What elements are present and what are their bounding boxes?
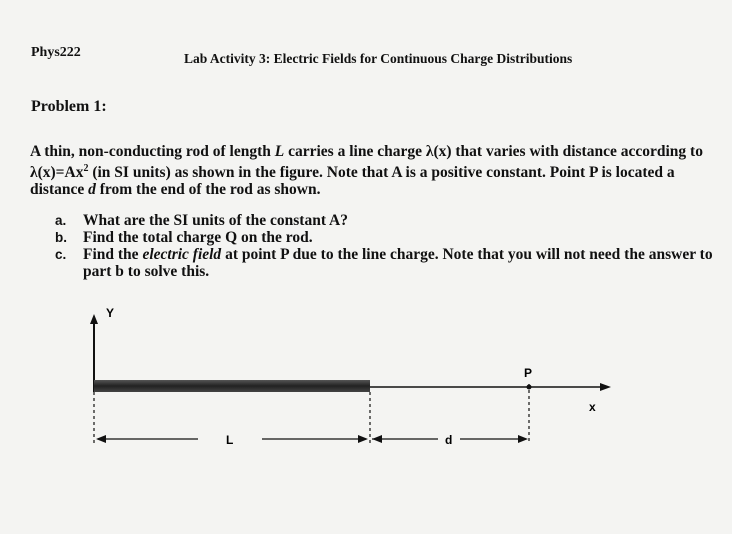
question-label: b.	[55, 230, 67, 245]
arrowhead	[372, 435, 382, 443]
question-label: a.	[55, 213, 67, 228]
length-label: L	[226, 433, 234, 447]
x-axis-label: x	[589, 400, 596, 414]
y-axis-label: Y	[106, 306, 115, 320]
activity-title: Lab Activity 3: Electric Fields for Continuous Charge Distributions	[184, 51, 573, 66]
question-text: Find the total charge Q on the rod.	[83, 229, 313, 246]
arrowhead	[518, 435, 528, 443]
arrowhead	[96, 435, 106, 443]
question-text: Find the electric field at point P due to the line charge. Note that you will not need the answer to part b to solve this.	[83, 246, 713, 280]
question-text: What are the SI units of the constant A?	[83, 212, 348, 229]
question-label: c.	[55, 247, 67, 262]
course-code: Phys222	[31, 45, 81, 60]
point-p-label: P	[524, 366, 533, 380]
problem-statement: A thin, non-conducting rod of length L carries a line charge λ(x) that varies with distance according to $\lambda(x)=Ax^2$ (in SI units) as shown in the figure. Note that A is a positive constant. Point P is located a distance d from the end of the rod as shown.	[30, 143, 703, 199]
x-axis-arrowhead	[600, 383, 611, 391]
arrowhead	[358, 435, 368, 443]
distance-label: d	[445, 433, 453, 447]
exponent: 2	[83, 163, 89, 174]
y-axis-arrowhead	[90, 314, 98, 324]
distance-symbol: d	[88, 181, 96, 199]
problem-heading: Problem 1:	[31, 98, 107, 115]
charged-rod	[94, 380, 370, 392]
emphasis: electric field	[142, 246, 222, 263]
point-p	[527, 385, 532, 390]
length-symbol: L	[274, 143, 285, 160]
